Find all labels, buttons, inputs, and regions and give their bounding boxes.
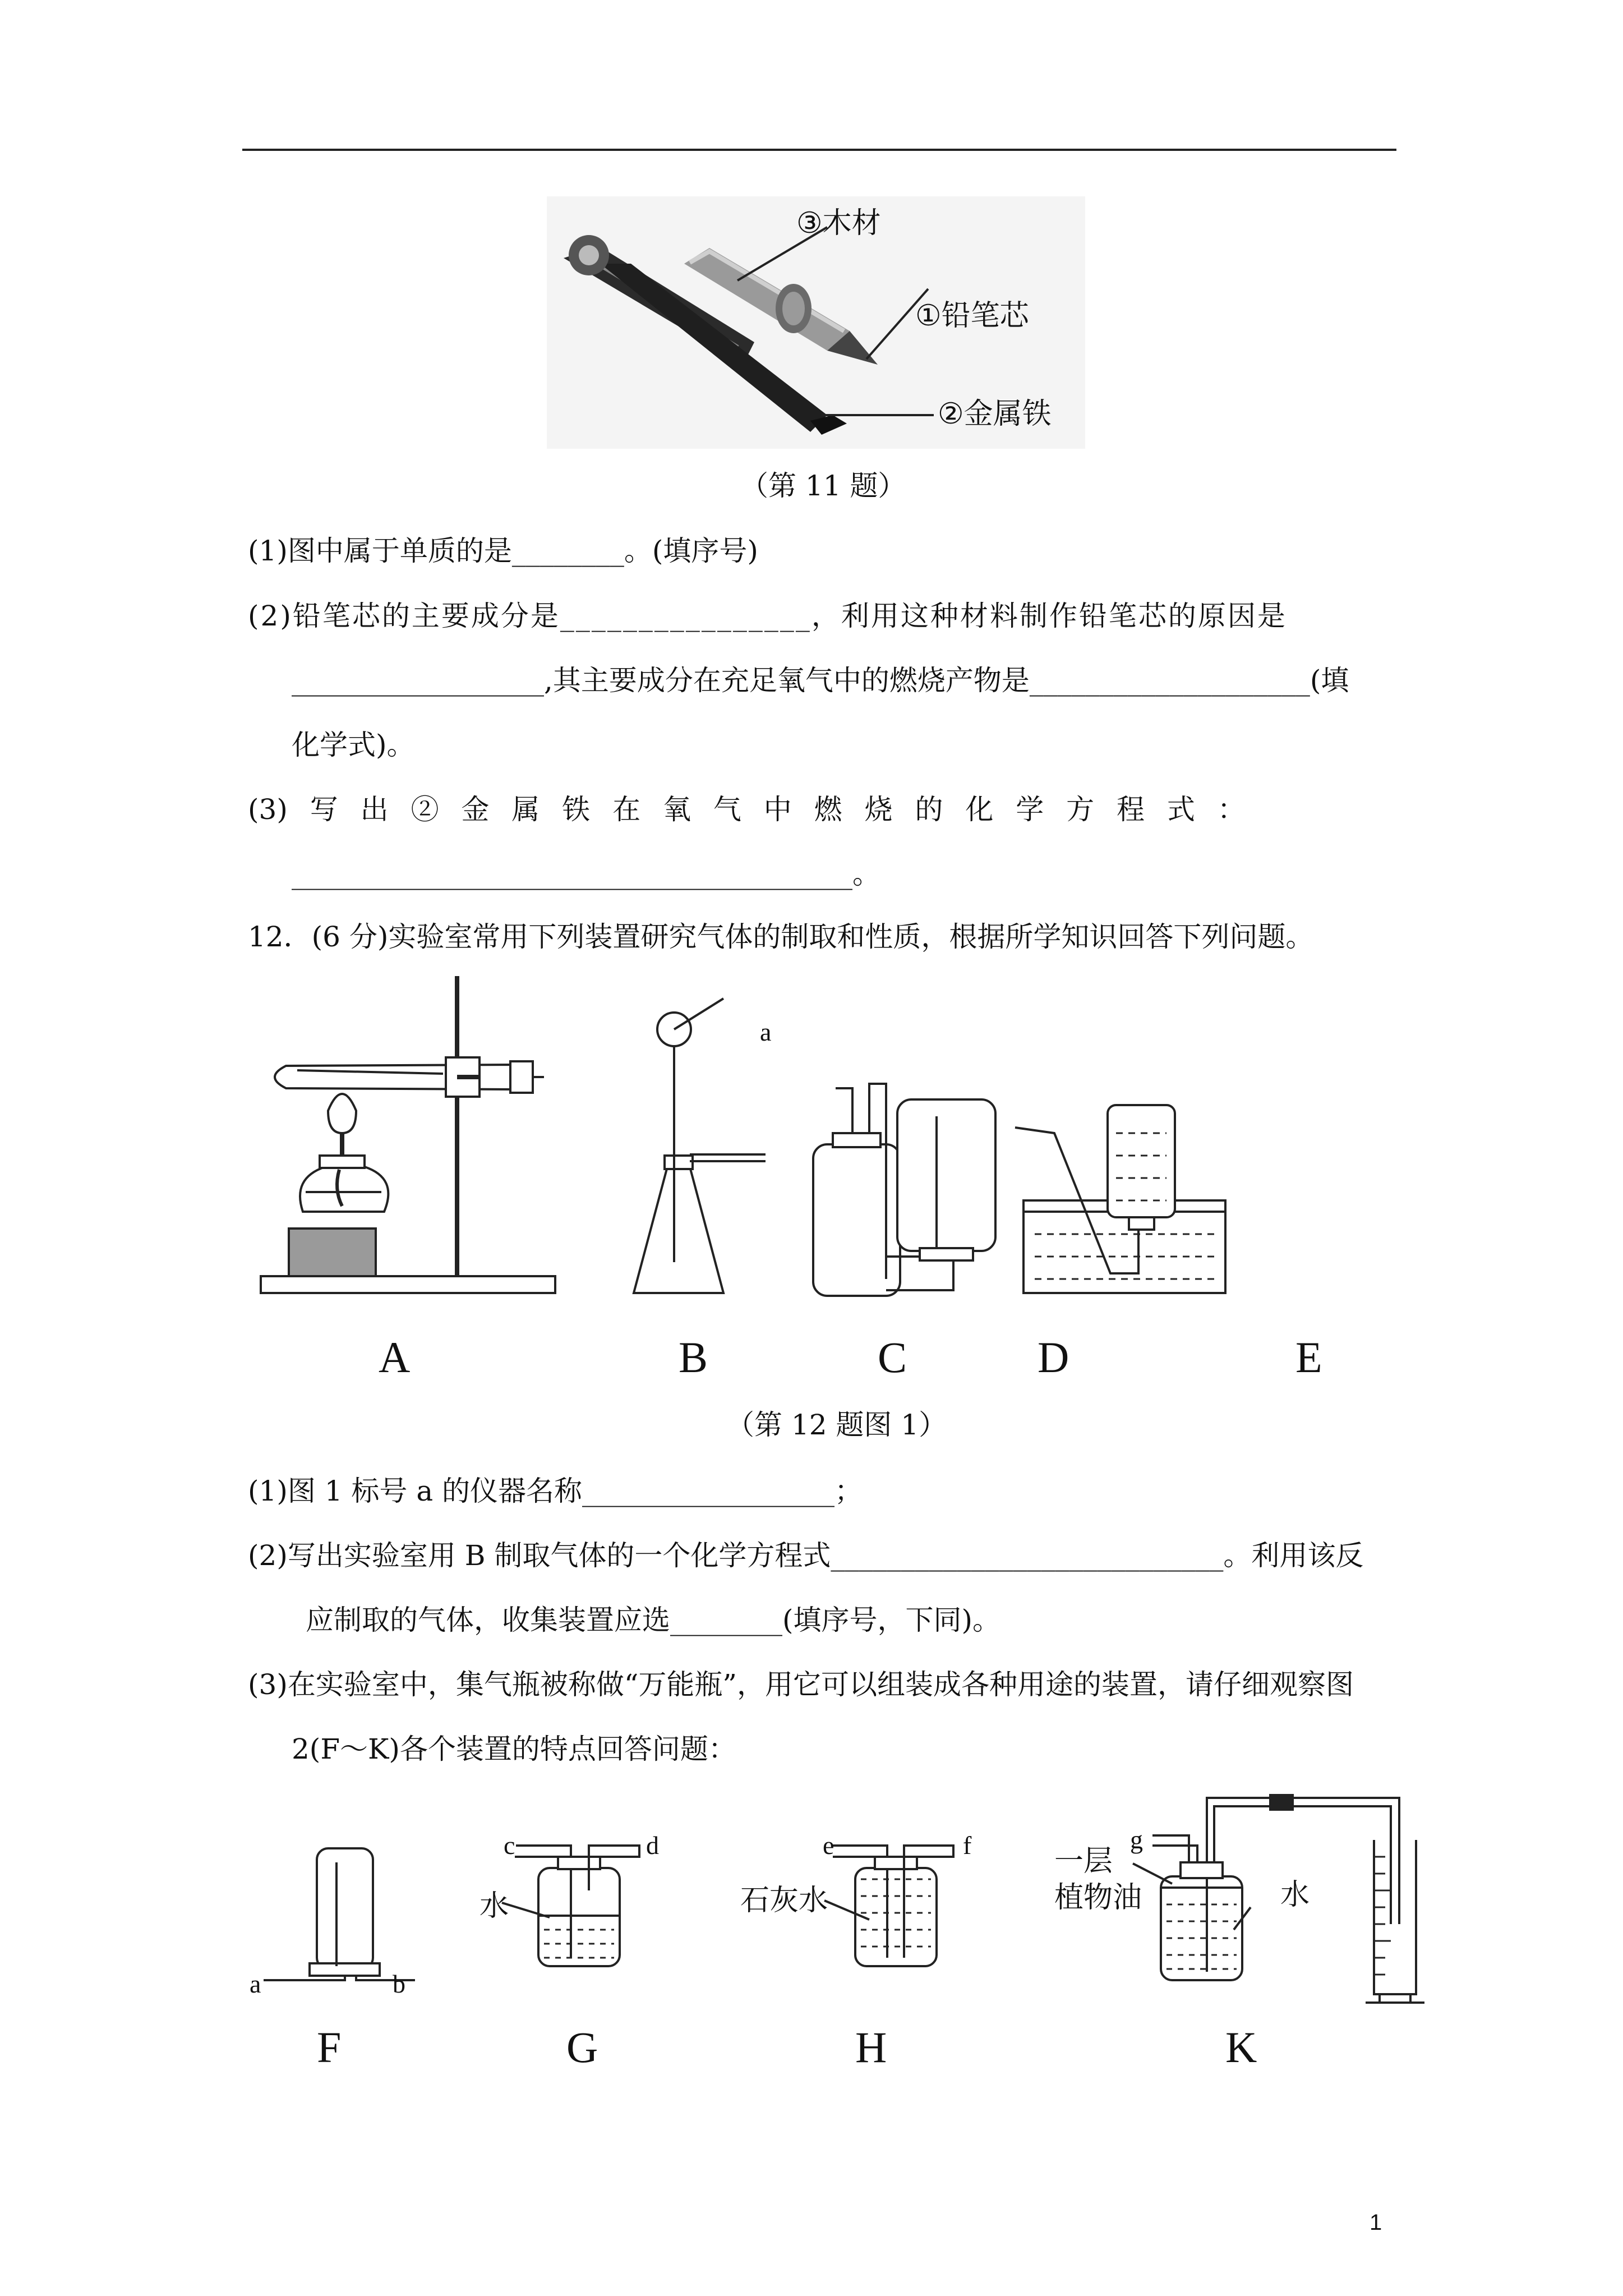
letter-A: A xyxy=(379,1333,411,1382)
letter-C: C xyxy=(878,1333,907,1382)
q12-part3-line2: 2(F～K)各个装置的特点回答问题： xyxy=(292,1733,736,1765)
port-a: a xyxy=(250,1970,261,1998)
label-water-g: 水 xyxy=(479,1889,509,1923)
q11-part1: (1)图中属于单质的是________。(填序号) xyxy=(248,535,758,567)
label-oil-line1: 一层 xyxy=(1054,1844,1113,1878)
port-e: e xyxy=(823,1831,834,1860)
q11-part2-line1: (2)铅笔芯的主要成分是________________，利用这种材料制作铅笔芯的原因是 xyxy=(248,600,1287,632)
apparatus-row-a-e xyxy=(241,965,1419,1324)
label-iron: ②金属铁 xyxy=(938,397,1052,431)
header-rule xyxy=(242,149,1396,151)
figure-11-caption: （第 11 题） xyxy=(740,470,906,502)
letter-E: E xyxy=(1295,1333,1322,1382)
port-c: c xyxy=(504,1831,515,1860)
page-number: 1 xyxy=(1370,2210,1382,2235)
q12-part2-line2: 应制取的气体，收集装置应选________(填序号，下同)。 xyxy=(306,1604,1001,1636)
letter-H: H xyxy=(855,2023,887,2072)
letter-D: D xyxy=(1038,1333,1069,1382)
label-oil-line2: 植物油 xyxy=(1054,1881,1142,1915)
letter-G: G xyxy=(566,2023,598,2072)
label-limewater: 石灰水 xyxy=(740,1884,828,1917)
port-f: f xyxy=(963,1831,972,1860)
q11-part2-line3: 化学式)。 xyxy=(292,729,415,761)
port-g: g xyxy=(1130,1825,1143,1854)
q11-part3-line2: ________________________________________。 xyxy=(292,858,880,890)
label-pencil-lead: ①铅笔芯 xyxy=(915,299,1029,333)
q11-part3-line1: (3) 写 出 ② 金 属 铁 在 氧 气 中 燃 烧 的 化 学 方 程 式 ： xyxy=(248,793,1246,826)
letter-B: B xyxy=(679,1333,708,1382)
port-d: d xyxy=(646,1831,659,1860)
apparatus-row-f-k xyxy=(247,1773,1424,2025)
q12-stem: 12．(6 分)实验室常用下列装置研究气体的制取和性质，根据所学知识回答下列问题。 xyxy=(248,921,1314,953)
label-wood: ③木材 xyxy=(796,206,881,240)
q12-part1: (1)图 1 标号 a 的仪器名称__________________； xyxy=(248,1475,863,1507)
label-a-funnel: a xyxy=(760,1018,772,1046)
label-water-k: 水 xyxy=(1280,1878,1310,1912)
letter-F: F xyxy=(317,2023,342,2072)
q11-part2-line2: __________________,其主要成分在充足氧气中的燃烧产物是____________________(填 xyxy=(292,664,1349,697)
port-b: b xyxy=(393,1970,405,1998)
letter-K: K xyxy=(1225,2023,1257,2072)
q12-part3-line1: (3)在实验室中，集气瓶被称做“万能瓶”，用它可以组装成各种用途的装置，请仔细观察图 xyxy=(248,1668,1354,1701)
q12-part2-line1: (2)写出实验室用 B 制取气体的一个化学方程式____________________________。利用该反 xyxy=(248,1539,1364,1572)
figure-12-1-caption: （第 12 题图 1） xyxy=(726,1409,947,1441)
